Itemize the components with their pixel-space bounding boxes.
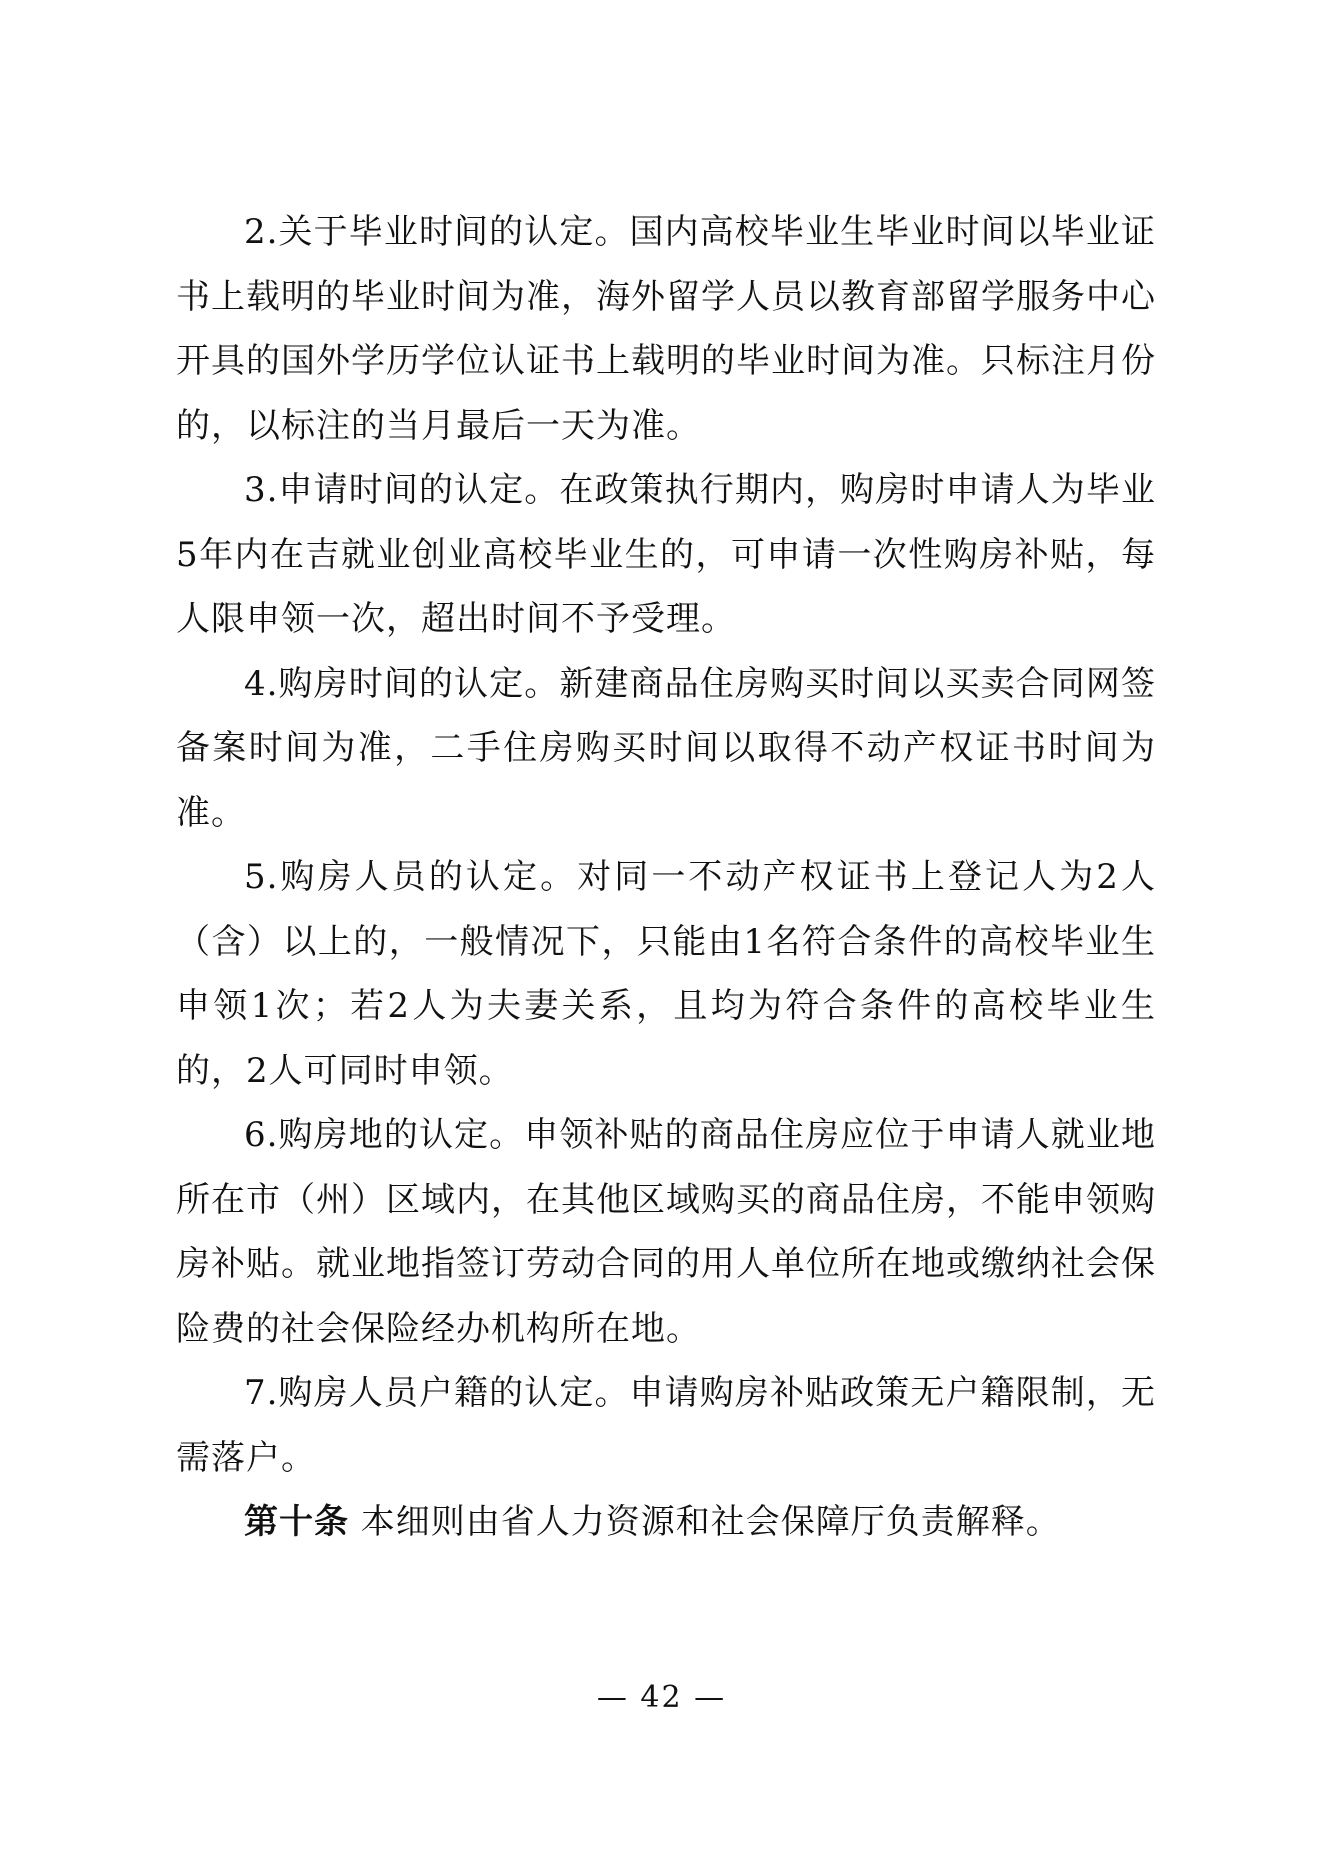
body-text xyxy=(176,200,1156,1555)
article-text: 本细则由省人力资源和社会保障厅负责解释。 xyxy=(349,1502,1061,1542)
paragraph-purchase-location: 6.购房地的认定。申领补贴的商品住房应位于申请人就业地所在市（州）区域内，在其他区域购买的商品住房，不能申领购房补贴。就业地指签订劳动合同的用人单位所在地或缴纳社会保险费的社会保险经办机构所在地。 xyxy=(176,1115,1156,1349)
page-number: — 42 — xyxy=(596,1680,727,1715)
article-label: 第十条 xyxy=(244,1502,349,1542)
article-ten xyxy=(176,1490,1156,1555)
paragraph-household-registration: 7.购房人员户籍的认定。申请购房补贴政策无户籍限制，无需落户。 xyxy=(176,1373,1156,1478)
paragraph-graduation-time: 2.关于毕业时间的认定。国内高校毕业生毕业时间以毕业证书上载明的毕业时间为准，海外留学人员以教育部留学服务中心开具的国外学历学位认证书上载明的毕业时间为准。只标注月份的，以标注的当月最后一天为准。 xyxy=(176,212,1156,446)
paragraph-application-time: 3.申请时间的认定。在政策执行期内，购房时申请人为毕业5年内在吉就业创业高校毕业生的，可申请一次性购房补贴，每人限申领一次，超出时间不予受理。 xyxy=(176,470,1156,639)
paragraph-purchase-time: 4.购房时间的认定。新建商品住房购买时间以买卖合同网签备案时间为准，二手住房购买时间以取得不动产权证书时间为准。 xyxy=(176,663,1156,833)
paragraph-purchaser: 5.购房人员的认定。对同一不动产权证书上登记人为2人（含）以上的，一般情况下，只能由1名符合条件的高校毕业生申领1次；若2人为夫妻关系，且均为符合条件的高校毕业生的，2人可同时申领。 xyxy=(176,857,1156,1091)
